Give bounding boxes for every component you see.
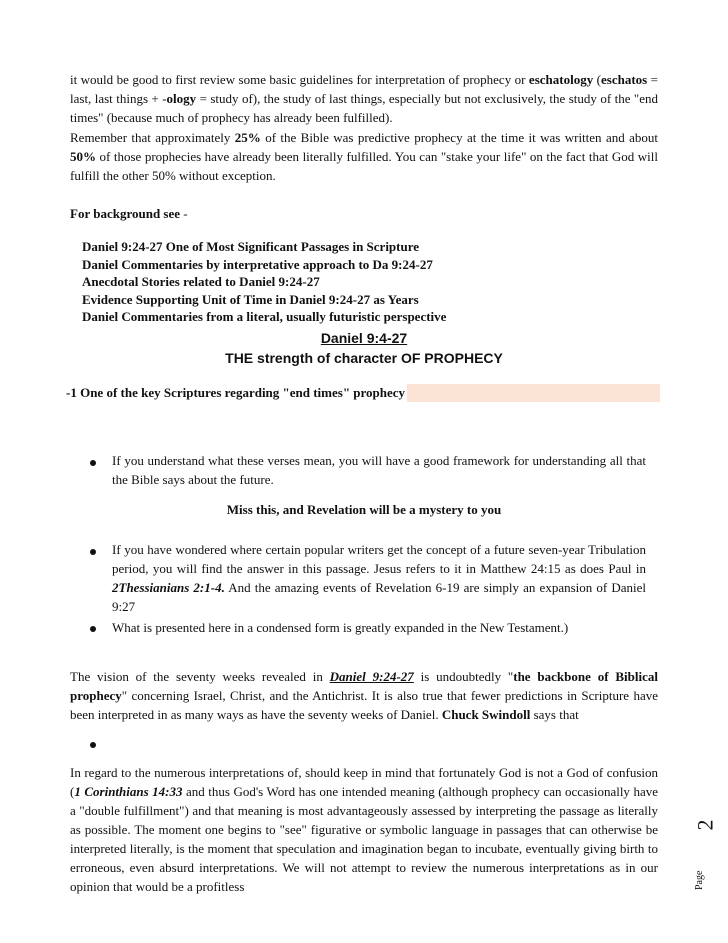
interpretation-paragraph: In regard to the numerous interpretations of, should keep in mind that fortunately God is not a God of confusion (1 Corinthians 14:33 and thus God's Word has one intended meaning (although prophecy can occasionally have a "double fulfillment") and that meaning is most advantageously assessed by interpreting the passage as literally as possible. The moment one begins to "see" figurative or symbolic language in passages that can otherwise be interpreted literally, is the moment that speculation and imagination began to incubate, eventually giving birth to erroneous, even absurd interpretations. We will not attempt to review the numerous interpretations as in our opinion that would be a profitless	[70, 765, 658, 894]
bullet-icon	[90, 742, 96, 748]
bullet-framework: If you understand what these verses mean, you will have a good framework for understanding all that the Bible says about the future.	[112, 453, 646, 487]
link-anecdotal-stories[interactable]: Anecdotal Stories related to Daniel 9:24-27	[82, 274, 320, 290]
link-significant-passages[interactable]: Daniel 9:24-27 One of Most Significant Passages in Scripture	[82, 239, 420, 254]
section-title: -1 One of the key Scriptures regarding "end times" prophecy	[66, 385, 406, 400]
link-evidence-unit-time[interactable]: Evidence Supporting Unit of Time in Daniel 9:24-27 as Years	[82, 291, 419, 307]
seventy-weeks-paragraph: The vision of the seventy weeks revealed in Daniel 9:24-27 is undoubtedly "the backbone of Biblical prophecy" concerning Israel, Christ, and the Antichrist. It is also true that fewer predictions in Scripture have been interpreted in as many ways as have the seventy weeks of Daniel. Chuck Swindoll says that	[70, 669, 658, 722]
bullet-icon	[90, 626, 96, 632]
link-commentaries-interpretative[interactable]: Daniel Commentaries by interpretative approach to Da 9:24-27	[82, 256, 433, 272]
bullet-icon	[90, 549, 96, 555]
bullet-new-testament: What is presented here in a condensed form is greatly expanded in the New Testament.)	[112, 620, 569, 635]
miss-this-callout: Miss this, and Revelation will be a mystery to you	[226, 502, 502, 517]
percentage-paragraph: Remember that approximately 25% of the Bible was predictive prophecy at the time it was written and about 50% of those prophecies have already been literally fulfilled. You can "stake your life" on the fact that God will fulfill the other 50% without exception.	[70, 130, 658, 183]
page-number-value: 2	[692, 819, 718, 831]
bullet-icon	[90, 460, 96, 466]
subtitle-heading: THE strength of character OF PROPHECY	[225, 350, 503, 366]
section-header	[66, 384, 660, 402]
background-line: For background see -	[70, 206, 188, 221]
intro-paragraph: it would be good to first review some basic guidelines for interpretation of prophecy or eschatology (eschatos = last, last things + -ology = study of), the study of last things, especially but not exclusively, the study of the "end times" (because much of prophecy has already been fulfilled).	[70, 72, 658, 125]
background-links	[82, 238, 502, 326]
link-commentaries-literal[interactable]: Daniel Commentaries from a literal, usually futuristic perspective	[82, 309, 447, 325]
passage-heading: Daniel 9:4-27	[320, 330, 408, 346]
page-label: Page	[694, 870, 705, 890]
bullet-tribulation: If you have wondered where certain popular writers get the concept of a future seven-year Tribulation period, you will find the answer in this passage. Jesus refers to it in Matthew 24:15 as does Paul in 2Thessianians 2:1-4. And the amazing events of Revelation 6-19 are simply an expansion of Daniel 9:27	[112, 542, 646, 614]
